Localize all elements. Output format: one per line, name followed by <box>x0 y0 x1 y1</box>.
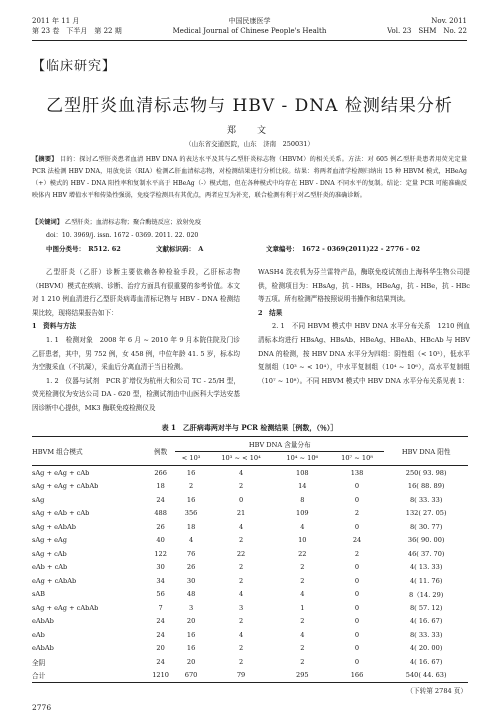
table-cell: 合计 <box>32 672 46 681</box>
table-cell: 2 <box>238 657 244 666</box>
abstract-label: 【摘要】 <box>32 156 58 163</box>
col-header-level: 10⁴ ~ 10⁶ <box>286 454 319 463</box>
table-cell: sAg + cAb <box>32 549 67 558</box>
table-cell: 0 <box>238 495 244 504</box>
table-cell: sAg + eAg <box>32 536 67 545</box>
table-cell: 0 <box>354 495 360 504</box>
table-row <box>32 601 468 615</box>
col-header-level: 10³ ~ < 10⁴ <box>221 454 261 463</box>
table-cell: 16 <box>186 468 196 477</box>
table-cell: 2 <box>238 576 244 585</box>
table-row <box>32 642 468 656</box>
table-cell: 0 <box>354 617 360 626</box>
table-cell: 2 <box>300 644 305 653</box>
intro-paragraph: 乙型肝炎（乙肝）诊断主要依赖各种检验手段，乙肝标志物（HBVM）模式在疾病、诊断、治疗方面具有很重要的参考价值。本文对 1 210 例血清进行乙型肝炎病毒血清标记物与 HBV - DNA 检测结果比较，现将结果报告如下： <box>32 268 240 317</box>
table-cell: eAg + cAbAb <box>32 576 77 585</box>
col-header-level: 10⁷ ~ 10⁸ <box>341 454 373 463</box>
continued-note: （下转第 2784 页） <box>406 687 467 695</box>
header-date: 2011 年 11 月 <box>32 17 80 25</box>
table-cell: 2 <box>354 509 360 518</box>
table-cell: 8( 33. 33) <box>409 630 443 639</box>
table-cell: 20 <box>186 657 196 666</box>
table-cell: 109 <box>296 509 309 518</box>
table-row <box>32 480 468 494</box>
table-cell: 56 <box>156 590 165 599</box>
table-cell: 76 <box>186 549 196 558</box>
table-cell: 46( 37. 70) <box>407 549 445 558</box>
table-cell: 4 <box>238 630 244 639</box>
table-cell: sAg + eAg + cAbAb <box>32 482 99 491</box>
table-cell: 10 <box>298 536 307 545</box>
table-cell: 4 <box>238 468 244 477</box>
table-cell: 18 <box>156 482 165 491</box>
table-cell: eAbAb <box>32 617 54 626</box>
header-rule <box>32 40 467 41</box>
col-header-positive: HBV DNA 阳性 <box>401 448 451 456</box>
table-cell: 2 <box>238 536 244 545</box>
keywords-label: 【关键词】 <box>32 219 63 226</box>
table-cell: 266 <box>154 468 167 477</box>
abstract-text: 目的：探讨乙型肝炎患者血清 HBV DNA 的表达水平及其与乙型肝炎标志物（HBVM）的相关关系。方法：对 605 例乙型肝炎患者用荧光定量 PCR 法检测 HBV DNA，用放免法（RIA）检测乙肝血清标志物，对检测结果进行分析比较。结果：将两者血清学检测归纳出 15 种 HBVM 模式，HBeAg（+）模式的 HBV - DNA 阳性率和复制水平高于 HBeAg（-）模式组，但在各种模式中均存在 HBV - DNA 不同水平的复制。结论：定量 PCR 可能准确反映体内 HBV 增值水平和传染性强弱，免疫学检测具有其优点，两者应互为补充，联合检测有利于对乙型肝炎的准确诊断。 <box>32 156 468 199</box>
table-cell: 26 <box>156 522 165 531</box>
table-cell: 0 <box>354 590 360 599</box>
table-cell: 16 <box>186 630 196 639</box>
table-cell: 3 <box>188 603 194 612</box>
table-row <box>32 520 468 534</box>
document-code: 文献标识码： A <box>156 245 204 253</box>
paragraph-results: 2. 1 不同 HBVM 模式中 HBV DNA 水平分布关系 1210 例血清标本均进行 HBsAg、HBsAb、HBeAg、HBeAb、HBcAb 与 HBV DNA 的检测，按 HBV DNA 水平分为四组：阴性组（< 10³），低水平复制组（10³ ~ < 10⁴），中水平复制组（10⁴ ~ 10⁶），高水平复制组（10⁷ ~ 10⁸）。不同 HBVM 模式中 HBV DNA 水平分布关系见表 1： <box>258 322 470 385</box>
table-cell: sAg + eAb + cAb <box>32 509 90 518</box>
body-left-column <box>32 266 240 416</box>
col-header-count: 例数 <box>154 448 168 456</box>
table-cell: 122 <box>154 549 167 558</box>
results-table <box>32 436 468 683</box>
article-number: 文章编号： 1672 - 0369(2011)22 - 2776 - 02 <box>266 245 421 253</box>
article-title: 乙型肝炎血清标志物与 HBV - DNA 检测结果分析 <box>46 96 453 116</box>
paragraph-reagents: WASH4 洗衣机为芬兰雷特产品，酶联免疫试剂由上海科华生物公司提供，检测项目为：HBsAg，抗 - HBs，HBeAg，抗 - HBe，抗 - HBc 等五项。所有检测严格按照说明书操作和结果判读。 <box>258 268 470 304</box>
keywords-text: 乙型肝炎；血清标志物；聚合酶链反应；放射免疫 <box>64 219 202 226</box>
table-cell: 2 <box>300 576 305 585</box>
table-cell: 4( 16. 67) <box>409 657 443 666</box>
table-cell: 3 <box>238 603 244 612</box>
table-cell: sAg + eAg + cAb <box>32 468 90 477</box>
table-cell: 8( 30. 77) <box>409 522 443 531</box>
table-cell: 2 <box>238 644 244 653</box>
table-cell: 26 <box>186 563 196 572</box>
doi: doi：10. 3969/j. issn. 1672 - 0369. 2011. 22. 020 <box>46 232 199 239</box>
table-cell: 250( 93. 98) <box>405 468 447 477</box>
affiliation: （山东省交通医院，山东 济南 250031） <box>185 140 314 148</box>
col-header-level: < 10³ <box>181 454 201 463</box>
header-date-en: Nov. 2011 <box>431 17 467 25</box>
table-cell: 4 <box>188 536 194 545</box>
table-cell: 2 <box>300 657 305 666</box>
header-volume-en: Vol. 23 SHM No. 22 <box>387 27 467 35</box>
paragraph-instruments: 1. 2 仪器与试剂 PCR 扩增仪为杭州大和公司 TC - 25/H 型，荧光检测仪为安达公司 DA - 620 型，检测试剂由中山医科大学达安基因诊断中心提供，MK3 酶联免疫检测仪及 <box>32 376 240 412</box>
table-cell: 0 <box>354 482 360 491</box>
table-cell: 4( 20. 00) <box>409 644 443 653</box>
table-cell: 1210 <box>152 671 169 680</box>
table-row <box>32 507 468 521</box>
table-cell: 8（14. 29) <box>409 591 444 600</box>
table-row <box>32 588 468 602</box>
table-cell: 2 <box>354 549 360 558</box>
table-cell: 0 <box>354 563 360 572</box>
table-row <box>32 534 468 548</box>
table-cell: 132( 27. 05) <box>405 509 447 518</box>
table-cell: sAg + eAbAb <box>32 522 76 531</box>
table-cell: 24 <box>156 657 165 666</box>
table-cell: eAb <box>32 630 45 639</box>
table-row <box>32 669 468 683</box>
table-caption: 表 1 乙肝病毒两对半与 PCR 检测结果［例数，（％）］ <box>161 423 338 432</box>
table-row <box>32 561 468 575</box>
table-cell: 21 <box>236 509 246 518</box>
table-cell: 8( 57. 12) <box>409 603 443 612</box>
table-cell: 全阴 <box>32 658 46 667</box>
table-cell: 2 <box>300 617 305 626</box>
heading-materials-methods: 1 资料与方法 <box>32 322 77 331</box>
journal-name-cn: 中国民康医学 <box>228 17 271 25</box>
table-cell: 108 <box>296 468 309 477</box>
table-cell: 4 <box>300 522 305 531</box>
table-row <box>32 628 468 642</box>
table-cell: 2 <box>238 563 244 572</box>
table-cell: 356 <box>184 509 198 518</box>
table-cell: 2 <box>188 482 194 491</box>
table-cell: sAg <box>32 495 45 504</box>
table-cell: 670 <box>184 671 198 680</box>
table-cell: 2 <box>238 617 244 626</box>
table-cell: 20 <box>186 617 196 626</box>
table-cell: 0 <box>354 522 360 531</box>
table-cell: 18 <box>186 522 196 531</box>
table-cell: 4 <box>238 590 244 599</box>
table-row <box>32 574 468 588</box>
table-cell: 138 <box>350 468 364 477</box>
table-cell: eAb + cAb <box>32 563 68 572</box>
table-cell: 0 <box>354 603 360 612</box>
table-row <box>32 655 468 669</box>
table-cell: 24 <box>156 495 165 504</box>
table-cell: 295 <box>296 671 309 680</box>
table-cell: 16 <box>186 644 196 653</box>
abstract <box>32 154 467 202</box>
table-cell: 24 <box>156 630 165 639</box>
table-cell: 4 <box>300 630 305 639</box>
table-cell: 4( 11. 76) <box>409 576 443 585</box>
table-cell: 2 <box>238 482 244 491</box>
table-cell: 16( 88. 89) <box>407 482 445 491</box>
col-header-pattern: HBVM 组合模式 <box>32 448 83 456</box>
table-cell: 488 <box>154 509 167 518</box>
author: 郑 文 <box>226 126 272 136</box>
table-cell: 8 <box>300 495 305 504</box>
table-cell: 4( 16. 67) <box>409 617 443 626</box>
table-cell: 2 <box>300 563 305 572</box>
clc-number: 中图分类号： R512. 62 <box>46 245 121 253</box>
table-cell: 0 <box>354 657 360 666</box>
table-cell: 30 <box>186 576 196 585</box>
table-cell: 4 <box>300 590 305 599</box>
table-cell: 16 <box>186 495 196 504</box>
table-cell: 166 <box>350 671 364 680</box>
heading-results: 2 结果 <box>258 308 283 317</box>
table-row <box>32 547 468 561</box>
table-cell: 48 <box>186 590 196 599</box>
table-cell: 79 <box>236 671 246 680</box>
table-row <box>32 493 468 507</box>
table-row <box>32 615 468 629</box>
table-cell: 34 <box>156 576 165 585</box>
table-cell: eAbAb <box>32 644 54 653</box>
table-cell: 7 <box>158 603 163 612</box>
table-cell: 1 <box>300 603 305 612</box>
table-cell: 4( 13. 33) <box>409 563 443 572</box>
table-cell: 540( 44. 63) <box>405 671 447 680</box>
col-header-distribution: HBV DNA 含量分布 <box>175 437 384 452</box>
running-header <box>32 16 467 38</box>
table-cell: 14 <box>298 482 307 491</box>
keywords <box>32 217 467 228</box>
journal-name-en: Medical Journal of Chinese People's Health <box>172 27 327 35</box>
table-cell: sAg + eAg + cAbAb <box>32 603 99 612</box>
header-volume: 第 23 卷 下半月 第 22 期 <box>32 27 122 35</box>
section-label: 【临床研究】 <box>32 59 117 74</box>
table-cell: 0 <box>354 644 360 653</box>
table-cell: 24 <box>156 617 165 626</box>
paragraph-subjects: 1. 1 检测对象 2008 年 6 月 ~ 2010 年 9 月本院住院及门诊乙肝患者，其中，男 752 例，女 458 例，中位年龄 41. 5 岁，标本均为空腹采血（不抗凝），采血后分离血清于当日检测。 <box>32 335 240 372</box>
table-cell: 4 <box>238 522 244 531</box>
table-cell: 20 <box>156 644 165 653</box>
table-cell: 22 <box>298 549 307 558</box>
body-right-column <box>258 266 470 388</box>
table-row <box>32 466 468 480</box>
table-cell: 30 <box>156 563 165 572</box>
header-right <box>387 16 467 36</box>
table-cell: 24 <box>352 536 362 545</box>
table-cell: 40 <box>156 536 165 545</box>
table-cell: 0 <box>354 630 360 639</box>
table-cell: 22 <box>236 549 246 558</box>
table-cell: sAB <box>32 590 45 599</box>
table-cell: 36( 90. 00) <box>407 536 445 545</box>
page-number: 2776 <box>32 703 52 712</box>
table-cell: 0 <box>354 576 360 585</box>
table-cell: 8( 33. 33) <box>409 495 443 504</box>
table-body <box>32 466 468 683</box>
